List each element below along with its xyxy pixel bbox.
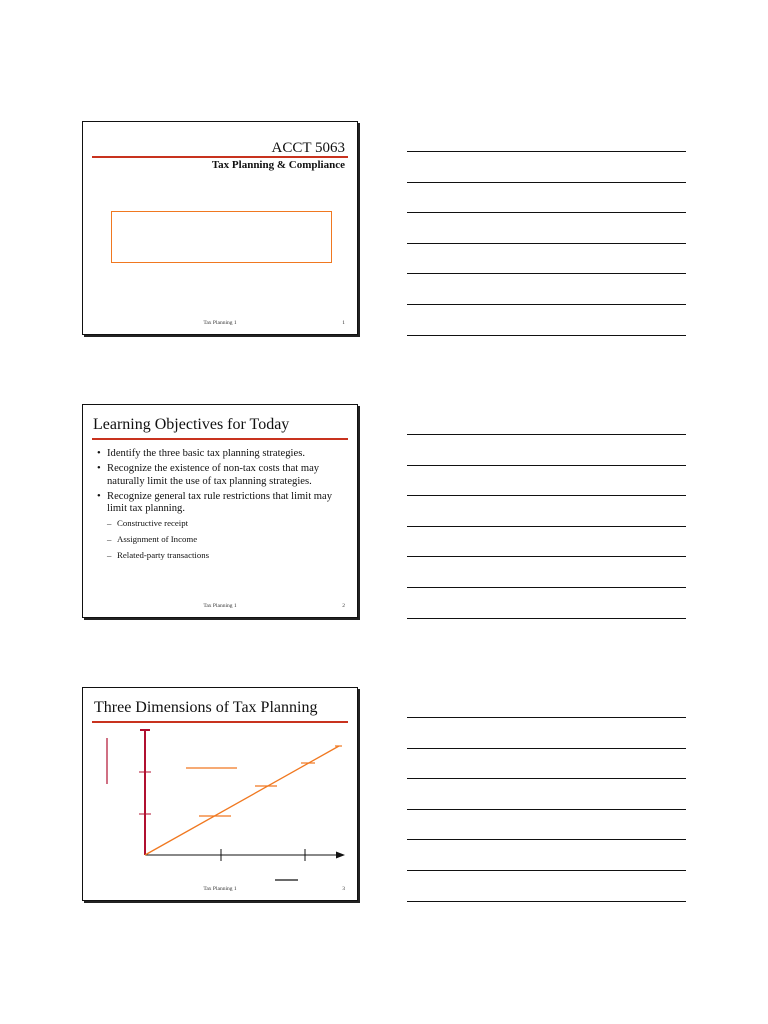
list-item: • Recognize the existence of non-tax costs that may naturally limit the use of tax planning strategies. — [97, 463, 345, 488]
objectives-list — [97, 448, 345, 566]
note-line — [407, 151, 686, 152]
title-rule — [92, 156, 348, 158]
dash-glyph: – — [107, 534, 112, 545]
x-axis-arrowhead — [336, 852, 345, 859]
slide-3-title: Three Dimensions of Tax Planning — [94, 699, 318, 716]
note-line — [407, 434, 686, 435]
note-line — [407, 901, 686, 902]
dash-glyph: – — [107, 518, 112, 529]
tax-planning-diagram — [83, 688, 357, 900]
note-line — [407, 273, 686, 274]
note-line — [407, 587, 686, 588]
note-line — [407, 748, 686, 749]
slide-number: 3 — [342, 886, 345, 892]
slide-1-title: ACCT 5063 — [271, 140, 345, 156]
slide-number: 1 — [342, 320, 345, 326]
slide-footer — [83, 601, 357, 609]
note-line — [407, 526, 686, 527]
slide-1 — [82, 121, 358, 335]
list-item: • Identify the three basic tax planning strategies. — [97, 448, 345, 460]
footer-label: Tax Planning 1 — [203, 320, 237, 326]
note-line — [407, 870, 686, 871]
sub-list-item-text: Related-party transactions — [117, 550, 210, 561]
slide-footer — [83, 884, 357, 892]
sub-list-item-text: Assignment of Income — [117, 534, 198, 545]
slide-2 — [82, 404, 358, 618]
sub-list-item — [97, 518, 345, 528]
note-line — [407, 304, 686, 305]
note-line — [407, 243, 686, 244]
note-line — [407, 212, 686, 213]
note-line — [407, 556, 686, 557]
empty-text-box — [111, 211, 332, 263]
note-line — [407, 717, 686, 718]
note-line — [407, 839, 686, 840]
dash-glyph: – — [107, 550, 112, 561]
note-line — [407, 495, 686, 496]
footer-label: Tax Planning 1 — [203, 603, 237, 609]
sub-list-item — [97, 534, 345, 544]
note-line — [407, 778, 686, 779]
slide-footer — [83, 318, 357, 326]
trend-line — [145, 746, 339, 855]
note-line — [407, 335, 686, 336]
footer-label: Tax Planning 1 — [203, 886, 237, 892]
note-line — [407, 465, 686, 466]
slide-1-subtitle: Tax Planning & Compliance — [211, 159, 345, 171]
slide-number: 2 — [342, 603, 345, 609]
list-item: • Recognize general tax rule restrictions that limit may limit tax planning. — [97, 491, 345, 516]
slide-2-title: Learning Objectives for Today — [93, 416, 290, 433]
sub-list-item — [97, 550, 345, 560]
note-line — [407, 182, 686, 183]
note-line — [407, 618, 686, 619]
sub-list-item-text: Constructive receipt — [117, 518, 189, 529]
slide-3 — [82, 687, 358, 901]
title-rule — [92, 438, 348, 440]
note-line — [407, 809, 686, 810]
